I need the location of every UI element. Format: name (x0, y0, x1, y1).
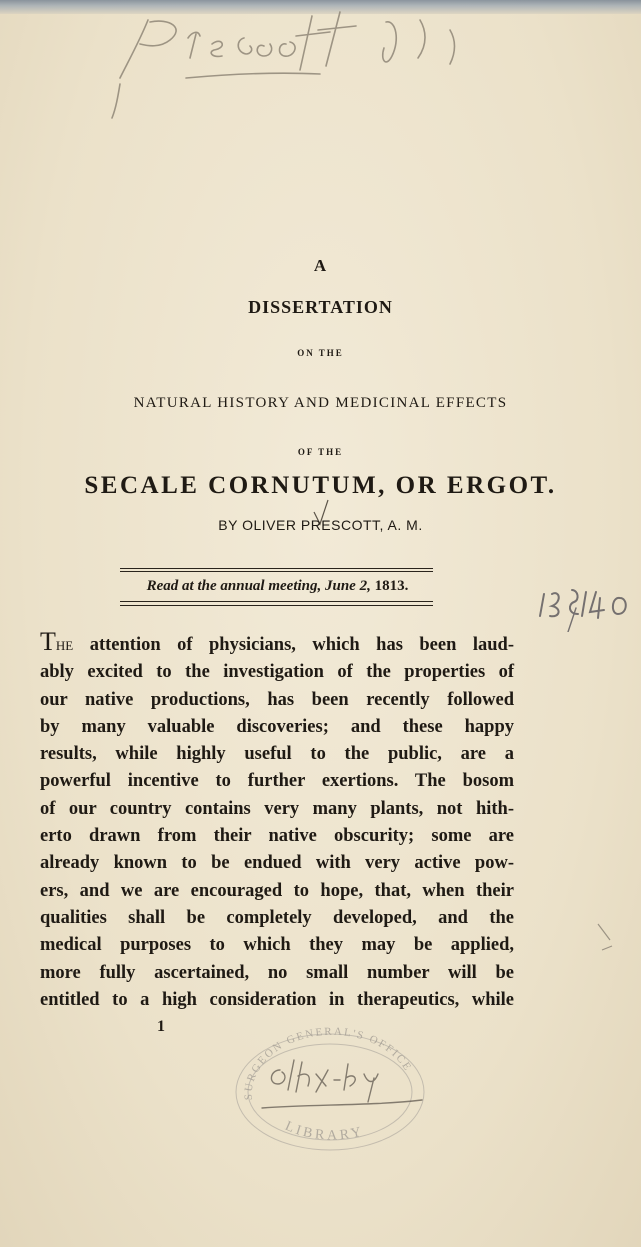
connector-of-the: OF THE (297, 447, 344, 457)
body-line-5: results, while highly useful to the public, are a (40, 744, 514, 765)
body-line-11: qualities shall be completely developed, and the (40, 907, 514, 928)
read-note-year: 1813. (374, 578, 409, 594)
title-dissertation: DISSERTATION (248, 297, 393, 317)
small-caps-word: he (55, 635, 74, 655)
title-article: A (313, 256, 328, 275)
body-line-6: powerful incentive to further exertions. The bosom (40, 771, 514, 792)
body-line-14: entitled to a high consideration in therapeutics, while (40, 989, 514, 1010)
body-line-12: medical purposes to which they may be applied, (40, 935, 514, 956)
read-note-text: Read at the annual meeting, June (146, 578, 356, 594)
main-title: SECALE CORNUTUM, OR ERGOT. (84, 472, 557, 499)
signature-mark: 1 (157, 1018, 165, 1035)
stamp-top-text: SURGEON GENERAL'S OFFICE (242, 1025, 415, 1101)
margin-handwriting-text: 18140 (538, 572, 541, 573)
body-line-1 (40, 628, 514, 659)
body-line-1-text: attention of physicians, which has been laud- (73, 635, 514, 655)
body-line-10: ers, and we are encouraged to hope, that, when their (40, 880, 514, 901)
subject-line: NATURAL HISTORY AND MEDICINAL EFFECTS (133, 395, 508, 411)
margin-handwriting (538, 572, 638, 632)
body-line-7: of our country contains very many plants, not hith- (40, 798, 514, 819)
body-line-4: by many valuable discoveries; and these happy (40, 716, 514, 737)
author-line: BY OLIVER PRESCOTT, A. M. (218, 517, 423, 533)
rule-top-1 (120, 568, 433, 569)
body-line-9: already known to be endued with very active pow- (40, 853, 514, 874)
stamp-handwritten-text: 18th-b4 (222, 1020, 226, 1021)
stamp-bottom-text: LIBRARY (282, 1118, 366, 1144)
handwritten-name-text: Prescott (O.) (0, 0, 6, 1)
margin-tick-mark (596, 920, 616, 960)
svg-text:LIBRARY (283, 1119, 366, 1144)
rule-bottom-2 (120, 605, 433, 606)
drop-cap: T (40, 627, 56, 656)
body-line-2: ably excited to the investigation of the properties of (40, 662, 514, 683)
connector-on-the: ON THE (297, 348, 344, 358)
library-stamp (222, 1020, 432, 1160)
read-note-day: 2, (359, 578, 371, 594)
read-at-meeting-note (0, 578, 555, 595)
rule-top-2 (120, 571, 433, 572)
body-line-8: erto drawn from their native obscurity; some are (40, 826, 514, 847)
svg-text:SURGEON GENERAL'S OFFICE (243, 1026, 415, 1101)
body-line-13: more fully ascertained, no small number will be (40, 962, 514, 983)
handwritten-name-annotation (0, 0, 641, 120)
rule-bottom-1 (120, 601, 433, 602)
body-paragraph (40, 628, 514, 1014)
body-line-3: our native productions, has been recently followed (40, 689, 514, 710)
